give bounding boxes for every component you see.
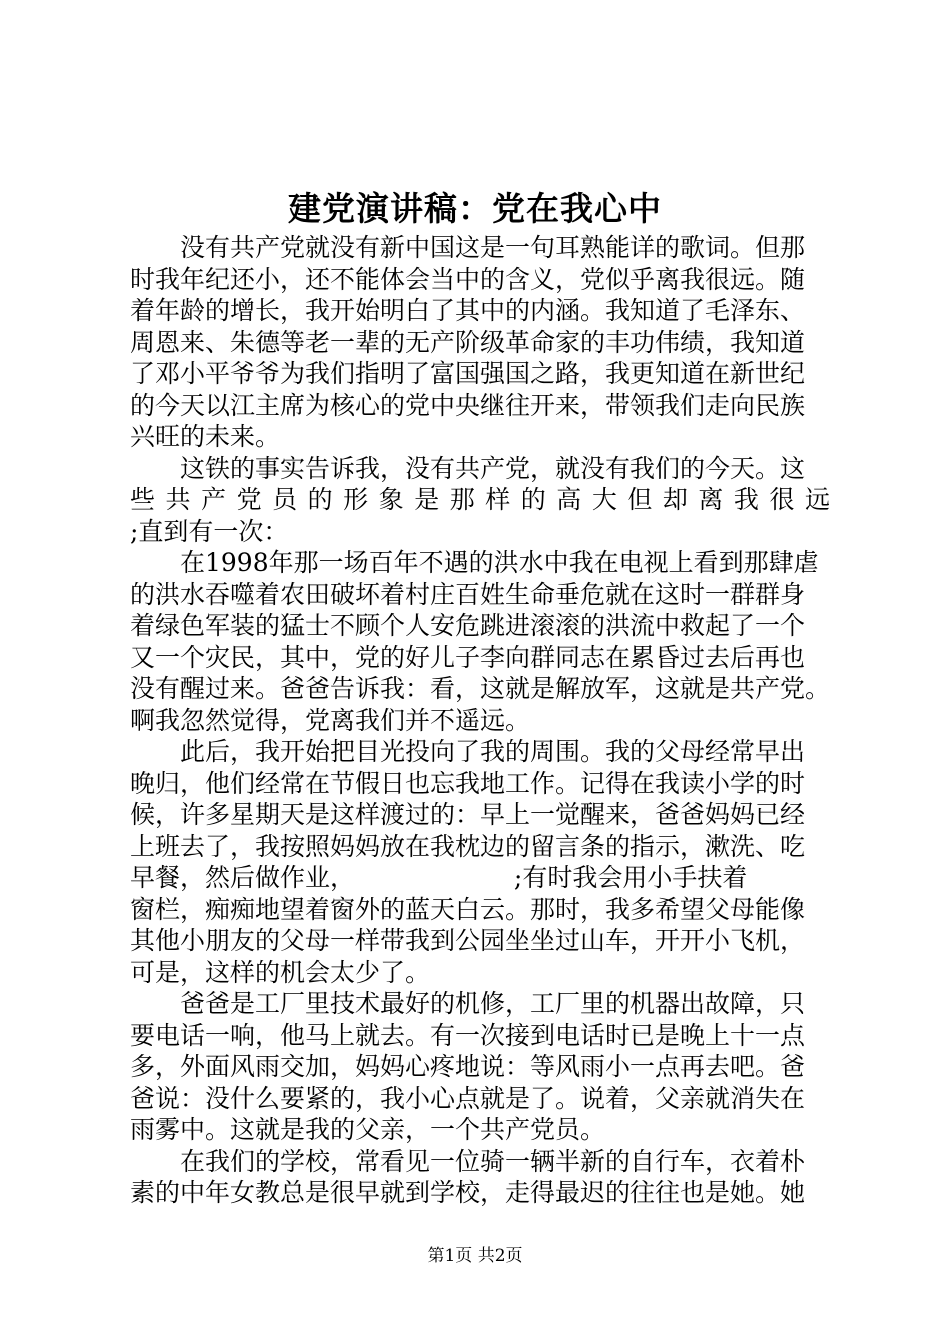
paragraph-line: 了邓小平爷爷为我们指明了富国强国之路，我更知道在新世纪 <box>130 359 806 388</box>
paragraph-line: 着年龄的增长，我开始明白了其中的内涵。我知道了毛泽东、 <box>130 296 806 325</box>
paragraph-line: 此后，我开始把目光投向了我的周围。我的父母经常早出 <box>180 737 806 766</box>
paragraph-line: 啊我忽然觉得，党离我们并不遥远。 <box>130 705 531 735</box>
paragraph-line: 爸说：没什么要紧的，我小心点就是了。说着，父亲就消失在 <box>130 1083 806 1113</box>
paragraph-line: 素的中年女教总是很早就到学校，走得最迟的往往也是她。她 <box>130 1178 806 1207</box>
paragraph-line: 着绿色军装的猛士不顾个人安危跳进滚滚的洪流中救起了一个 <box>130 611 806 640</box>
paragraph-line: 候，许多星期天是这样渡过的：早上一觉醒来，爸爸妈妈已经 <box>130 800 806 829</box>
paragraph-line: 兴旺的未来。 <box>130 422 281 451</box>
paragraph-line: 多，外面风雨交加，妈妈心疼地说：等风雨小一点再去吧。爸 <box>130 1052 806 1081</box>
paragraph-line: 的今天以江主席为核心的党中央继往开来，带领我们走向民族 <box>130 390 806 420</box>
paragraph-line: 雨雾中。这就是我的父亲，一个共产党员。 <box>130 1115 606 1144</box>
paragraph-line: 上班去了，我按照妈妈放在我枕边的留言条的指示，漱洗、吃 <box>130 831 806 861</box>
paragraph-line: 其他小朋友的父母一样带我到公园坐坐过山车，开开小飞机， <box>130 926 806 955</box>
paragraph-line: 要电话一响，他马上就去。有一次接到电话时已是晚上十一点 <box>130 1020 806 1050</box>
paragraph-line: ;直到有一次： <box>130 516 289 546</box>
paragraph-line: 没有共产党就没有新中国这是一句耳熟能详的歌词。但那 <box>180 233 806 262</box>
paragraph-line: 可是，这样的机会太少了。 <box>130 957 431 987</box>
document-body <box>130 232 830 1209</box>
paragraph-line: 的洪水吞噬着农田破坏着村庄百姓生命垂危就在这时一群群身 <box>130 579 806 609</box>
paragraph-line: 在1998年那一场百年不遇的洪水中我在电视上看到那肆虐 <box>180 548 819 577</box>
document-title: 建党演讲稿：党在我心中 <box>288 189 662 228</box>
paragraph-line: 又一个灾民，其中，党的好儿子李向群同志在累昏过去后再也 <box>130 642 806 672</box>
paragraph-line: 窗栏，痴痴地望着窗外的蓝天白云。那时，我多希望父母能像 <box>130 894 806 924</box>
paragraph-line: 时我年纪还小，还不能体会当中的含义，党似乎离我很远。随 <box>130 264 806 294</box>
paragraph-line: 爸爸是工厂里技术最好的机修，工厂里的机器出故障，只 <box>180 989 806 1018</box>
paragraph-line: 周恩来、朱德等老一辈的无产阶级革命家的丰功伟绩，我知道 <box>130 327 806 357</box>
paragraph-line: 早餐，然后做作业， ;有时我会用小手扶着 <box>130 863 748 892</box>
paragraph-line: 在我们的学校，常看见一位骑一辆半新的自行车，衣着朴 <box>180 1146 806 1176</box>
paragraph-line: 没有醒过来。爸爸告诉我：看，这就是解放军，这就是共产党。 <box>130 674 831 703</box>
paragraph-line: 这铁的事实告诉我，没有共产党，就没有我们的今天。这 <box>180 453 806 483</box>
paragraph-line: 些共产党员的形象是那样的高大但却离我很远 <box>130 485 830 514</box>
paragraph-line: 晚归，他们经常在节假日也忘我地工作。记得在我读小学的时 <box>130 768 806 798</box>
page-footer: 第1页 共2页 <box>427 1246 523 1266</box>
